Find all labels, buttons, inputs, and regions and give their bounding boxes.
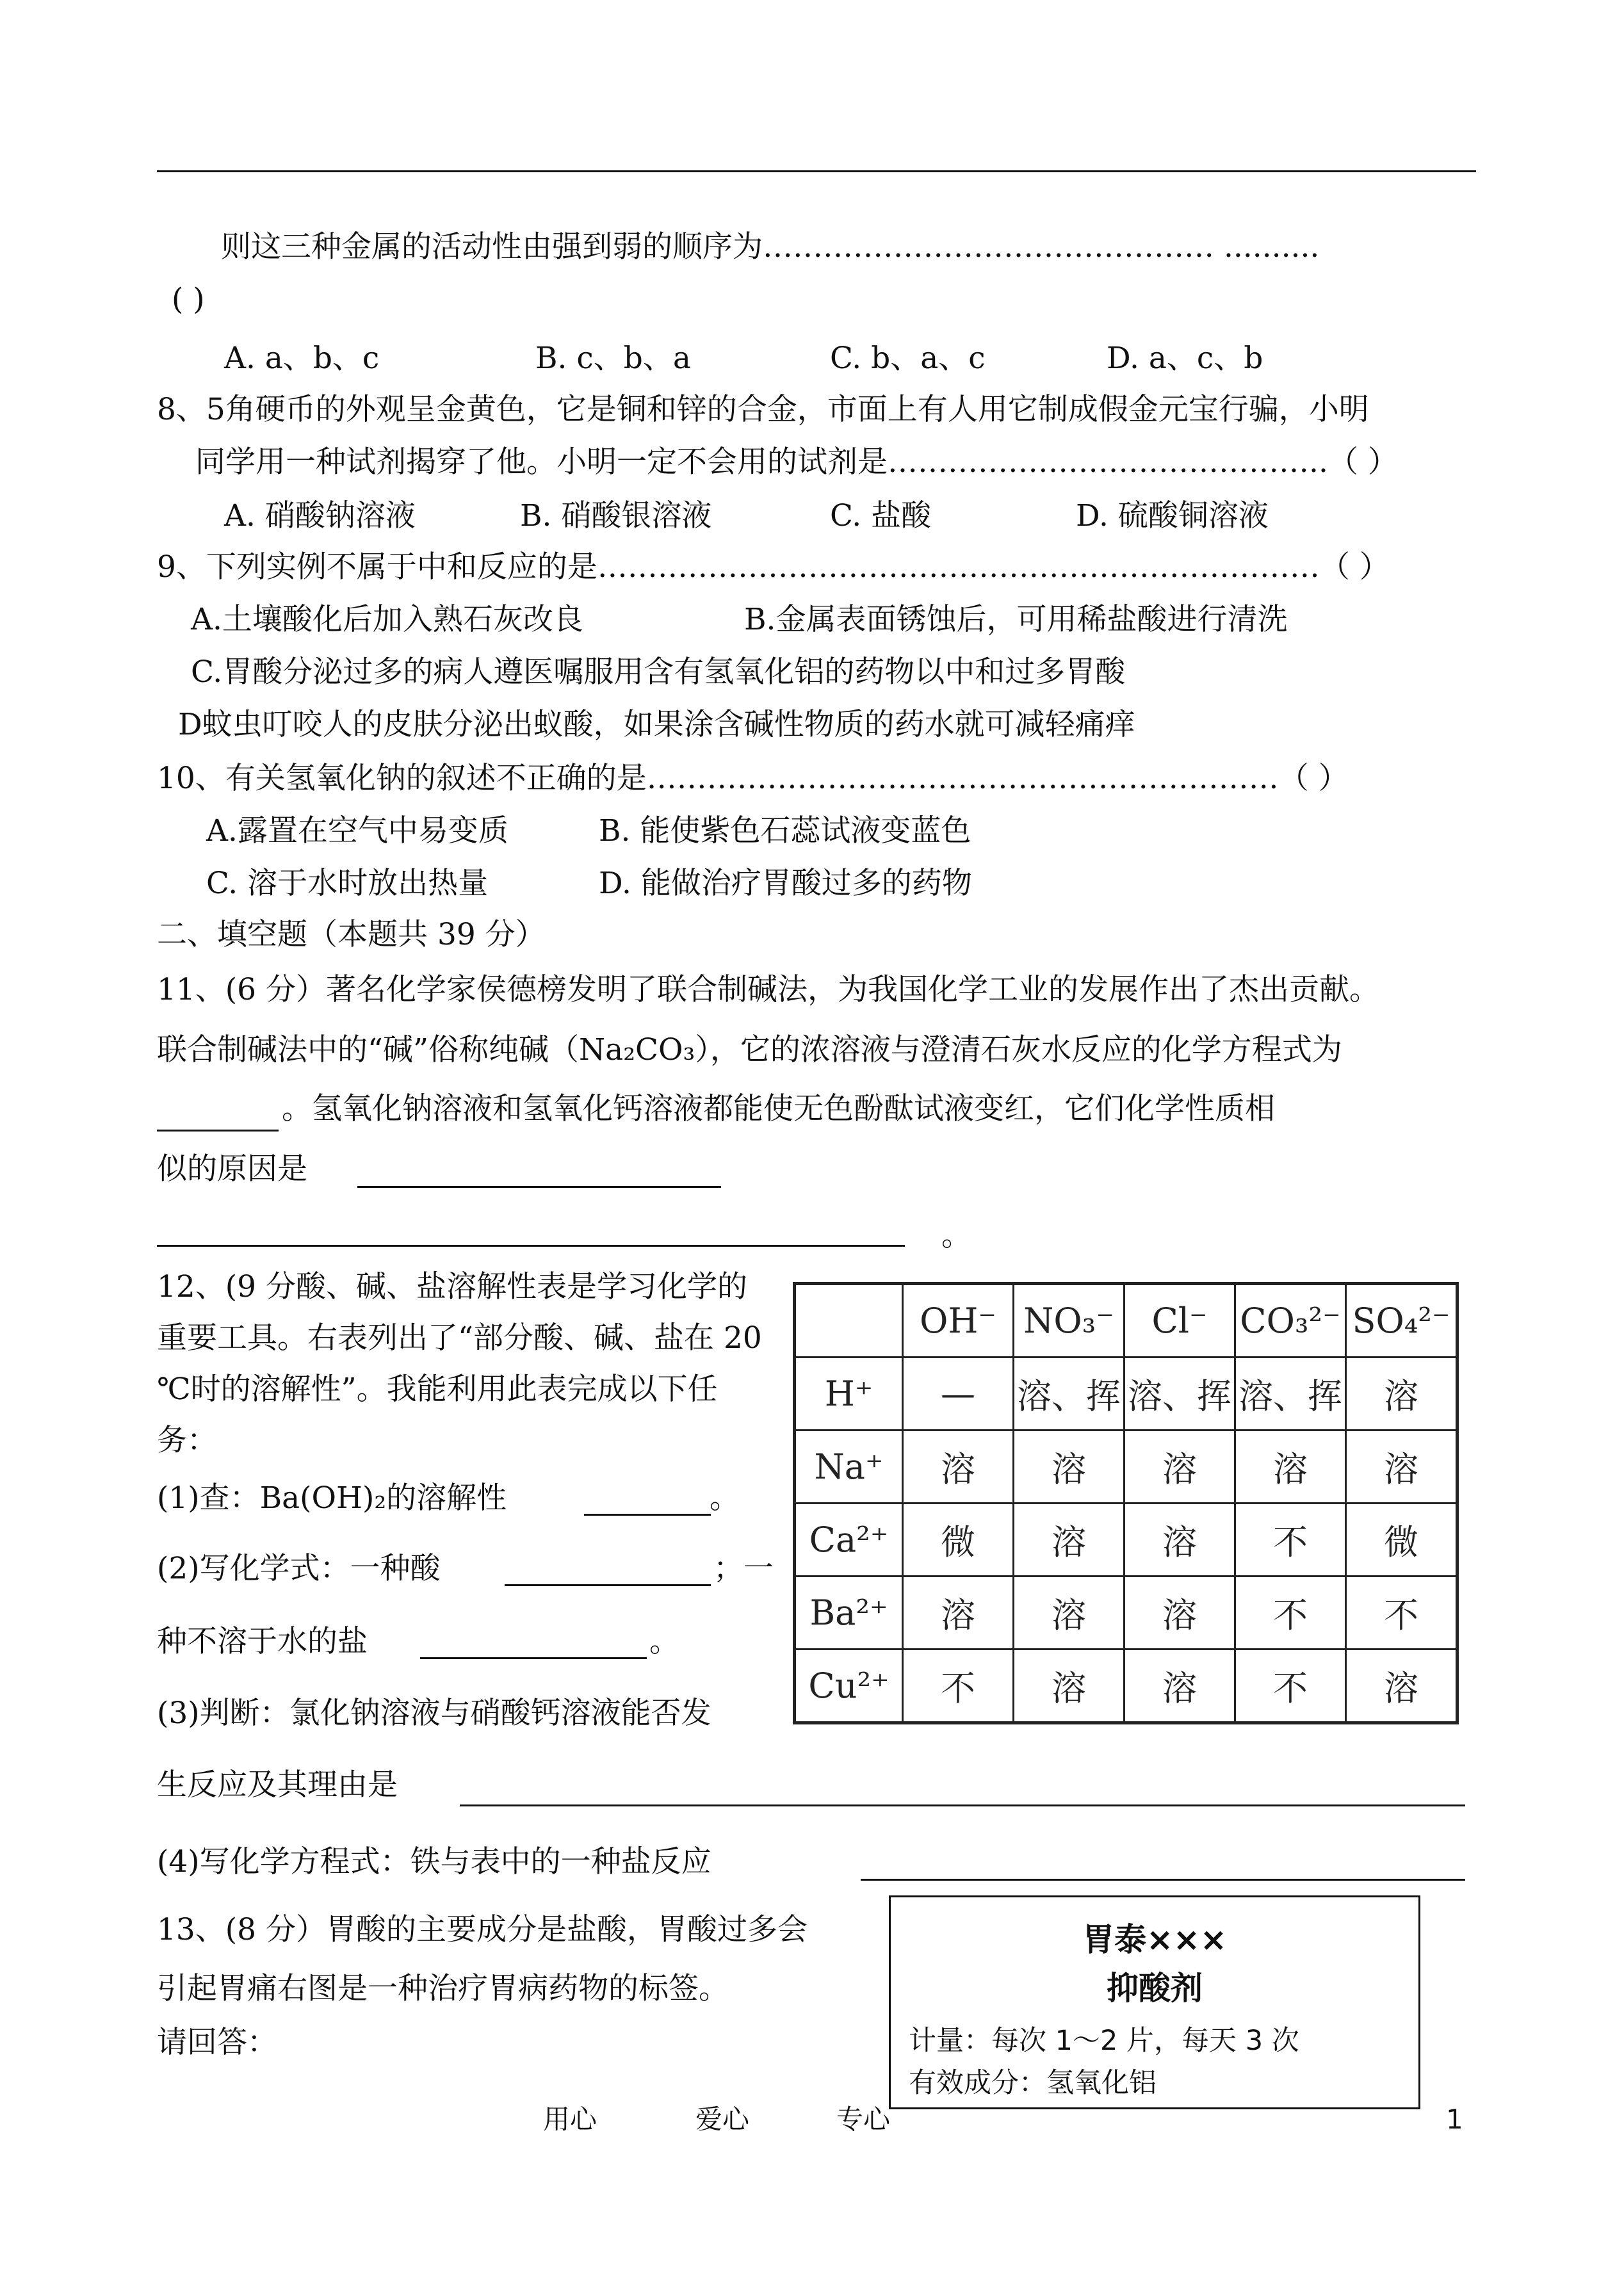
- drug-ingredient: 有效成分：氢氧化铝: [909, 2067, 1157, 2099]
- q13-line3: 请回答：: [157, 2025, 277, 2060]
- table-cell: —: [903, 1358, 1014, 1431]
- table-cell: 不: [1235, 1577, 1346, 1650]
- q12-part2b: 种不溶于水的盐: [157, 1624, 368, 1659]
- q10-option-b: B. 能使紫色石蕊试液变蓝色: [599, 813, 971, 848]
- q10-option-d: D. 能做治疗胃酸过多的药物: [599, 866, 972, 901]
- q11-blank-reason[interactable]: [357, 1186, 721, 1188]
- solubility-table: [793, 1282, 1459, 1724]
- q11-blank-reason-cont[interactable]: [157, 1245, 905, 1247]
- q7-answer-paren: ( ): [172, 282, 205, 317]
- q9-option-b: B.金属表面锈蚀后，可用稀盐酸进行清洗: [744, 602, 1288, 637]
- q8-option-a: A. 硝酸钠溶液: [224, 498, 416, 533]
- table-cell: 不: [903, 1650, 1014, 1723]
- q10-stem: 10、有关氢氧化钠的叙述不正确的是………………………………………………………（ ）: [157, 761, 1349, 796]
- table-row: [795, 1431, 1458, 1504]
- q12-part2-mid: ；一: [713, 1551, 774, 1586]
- table-cell: 微: [903, 1504, 1014, 1577]
- table-cell: 溶、挥: [1014, 1358, 1125, 1431]
- q12-part1-end: 。: [710, 1480, 740, 1516]
- q8-line2: 同学用一种试剂揭穿了他。小明一定不会用的试剂是……………………………………..（ ）: [195, 444, 1398, 480]
- q12-part3a: (3)判断：氯化钠溶液与硝酸钙溶液能否发: [157, 1696, 711, 1731]
- table-row: [795, 1358, 1458, 1431]
- q7-option-a: A. a、b、c: [224, 341, 380, 376]
- table-cell: 溶: [1014, 1431, 1125, 1504]
- q12-intro2: 重要工具。右表列出了“部分酸、碱、盐在 20: [157, 1320, 762, 1356]
- table-cell: 溶: [1346, 1358, 1458, 1431]
- cation-header: Na⁺: [795, 1431, 903, 1504]
- q12-blank-reason[interactable]: [460, 1804, 1465, 1806]
- q9-option-a: A.土壤酸化后加入熟石灰改良: [191, 602, 583, 637]
- table-row: [795, 1577, 1458, 1650]
- table-cell: 微: [1346, 1504, 1458, 1577]
- q12-intro1: 12、(9 分酸、碱、盐溶解性表是学习化学的: [157, 1269, 747, 1304]
- q12-blank-acid[interactable]: [505, 1584, 711, 1586]
- q9-stem: 9、下列实例不属于中和反应的是………………………………………………………………（ ）: [157, 549, 1390, 585]
- table-cell: 溶: [1125, 1431, 1235, 1504]
- q11-end: 。: [941, 1218, 971, 1253]
- table-cell: 不: [1346, 1577, 1458, 1650]
- table-cell: 溶: [1346, 1431, 1458, 1504]
- table-cell: 溶: [1125, 1650, 1235, 1723]
- table-cell: 溶、挥: [1235, 1358, 1346, 1431]
- q12-part3b: 生反应及其理由是: [157, 1767, 398, 1803]
- q8-option-b: B. 硝酸银溶液: [520, 498, 712, 533]
- table-cell: 不: [1235, 1504, 1346, 1577]
- cation-header: Ca²⁺: [795, 1504, 903, 1577]
- cation-header: H⁺: [795, 1358, 903, 1431]
- header-rule: [157, 170, 1476, 172]
- table-row: [795, 1650, 1458, 1723]
- q13-line2: 引起胃痛右图是一种治疗胃病药物的标签。: [157, 1971, 729, 2006]
- q10-option-a: A.露置在空气中易变质: [206, 813, 508, 848]
- q12-part1: (1)查：Ba(OH)₂的溶解性: [157, 1480, 507, 1516]
- q12-intro4: 务：: [157, 1423, 217, 1458]
- table-row: [795, 1504, 1458, 1577]
- footer-motto-3: 专心: [836, 2104, 891, 2135]
- anion-header: NO₃⁻: [1014, 1284, 1125, 1358]
- table-cell: 溶: [1125, 1577, 1235, 1650]
- table-cell: 溶: [1014, 1650, 1125, 1723]
- footer-motto-1: 用心: [543, 2104, 597, 2135]
- table-cell: 不: [1235, 1650, 1346, 1723]
- table-cell: 溶: [1235, 1431, 1346, 1504]
- q7-option-d: D. a、c、b: [1107, 341, 1263, 376]
- q12-blank-equation[interactable]: [861, 1879, 1465, 1881]
- q12-part2b-end: 。: [649, 1624, 679, 1659]
- table-cell: 溶: [1014, 1577, 1125, 1650]
- q7-option-c: C. b、a、c: [830, 341, 986, 376]
- cation-header: Ba²⁺: [795, 1577, 903, 1650]
- cation-header: Cu²⁺: [795, 1650, 903, 1723]
- table-cell: 溶: [903, 1431, 1014, 1504]
- q8-option-c: C. 盐酸: [830, 498, 932, 533]
- anion-header: SO₄²⁻: [1346, 1284, 1458, 1358]
- table-corner-cell: [795, 1284, 903, 1358]
- q8-option-d: D. 硫酸铜溶液: [1076, 498, 1269, 533]
- q7-stem: 则这三种金属的活动性由强到弱的顺序为……………………………………… ..........: [221, 229, 1320, 264]
- q11-line1: 11、(6 分）著名化学家侯德榜发明了联合制碱法，为我国化学工业的发展作出了杰出贡献。: [157, 972, 1379, 1007]
- table-cell: 溶、挥: [1125, 1358, 1235, 1431]
- drug-dosage: 计量：每次 1～2 片，每天 3 次: [909, 2025, 1299, 2057]
- table-cell: 溶: [1346, 1650, 1458, 1723]
- q11-line3: 。氢氧化钠溶液和氢氧化钙溶液都能使无色酚酞试液变红，它们化学性质相: [282, 1091, 1275, 1126]
- q10-option-c: C. 溶于水时放出热量: [206, 866, 489, 901]
- page-number: 1: [1446, 2104, 1463, 2135]
- anion-header: Cl⁻: [1125, 1284, 1235, 1358]
- q12-part2: (2)写化学式：一种酸: [157, 1551, 441, 1586]
- q13-line1: 13、(8 分）胃酸的主要成分是盐酸，胃酸过多会: [157, 1912, 808, 1947]
- q12-part4: (4)写化学方程式：铁与表中的一种盐反应: [157, 1844, 711, 1879]
- q11-line4: 似的原因是: [157, 1151, 307, 1187]
- table-cell: 溶: [1125, 1504, 1235, 1577]
- q12-blank-salt[interactable]: [420, 1657, 647, 1659]
- table-cell: 溶: [903, 1577, 1014, 1650]
- drug-name: 胃泰×××: [1082, 1921, 1227, 1958]
- anion-header: OH⁻: [903, 1284, 1014, 1358]
- q7-option-b: B. c、b、a: [535, 341, 691, 376]
- q11-line2: 联合制碱法中的“碱”俗称纯碱（Na₂CO₃），它的浓溶液与澄清石灰水反应的化学方程式为: [157, 1032, 1342, 1067]
- table-header-row: [795, 1284, 1458, 1358]
- table-cell: 溶: [1014, 1504, 1125, 1577]
- q8-line1: 8、5角硬币的外观呈金黄色，它是铜和锌的合金，市面上有人用它制成假金元宝行骗，小明: [157, 392, 1369, 427]
- q12-blank-1[interactable]: [584, 1514, 711, 1516]
- footer-motto-2: 爱心: [695, 2104, 750, 2135]
- q12-intro3: ℃时的溶解性”。我能利用此表完成以下任: [157, 1372, 718, 1407]
- section-title: 二、填空题（本题共 39 分）: [157, 917, 546, 952]
- q9-option-c: C.胃酸分泌过多的病人遵医嘱服用含有氢氧化铝的药物以中和过多胃酸: [191, 654, 1126, 690]
- anion-header: CO₃²⁻: [1235, 1284, 1346, 1358]
- drug-label: [889, 1895, 1420, 2109]
- q9-option-d: D蚊虫叮咬人的皮肤分泌出蚁酸，如果涂含碱性物质的药水就可减轻痛痒: [178, 707, 1135, 742]
- drug-type: 抑酸剂: [1107, 1970, 1203, 2007]
- q11-blank-equation[interactable]: [157, 1130, 279, 1131]
